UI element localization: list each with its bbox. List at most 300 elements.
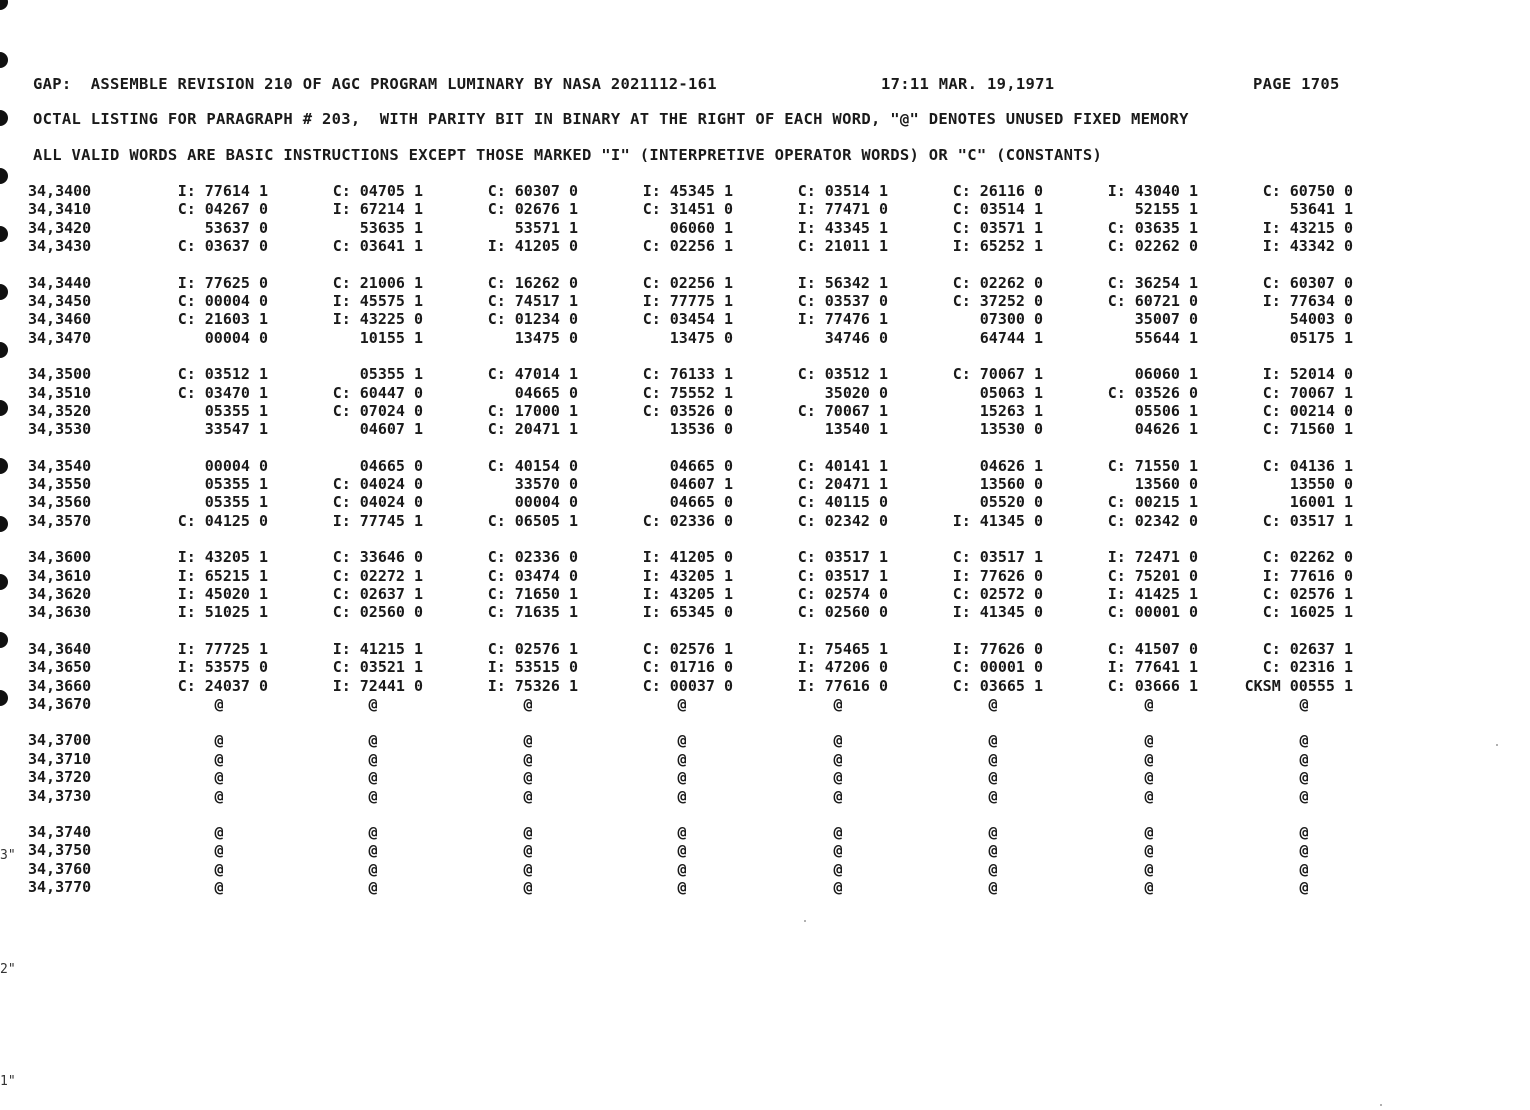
octal-word: C: 04705 1 <box>332 182 423 200</box>
octal-word: C: 02576 1 <box>487 639 578 658</box>
listing-row <box>0 731 1530 749</box>
unused-word: @ <box>833 731 843 750</box>
octal-word: 53637 0 <box>204 218 268 237</box>
octal-word: C: 03537 0 <box>797 291 888 310</box>
listing-row <box>0 695 1530 713</box>
unused-word: @ <box>677 878 687 897</box>
octal-word: I: 75326 1 <box>487 676 578 695</box>
octal-word: I: 77616 0 <box>797 676 888 695</box>
margin-note: 1" <box>0 1074 16 1089</box>
octal-word: I: 67214 1 <box>332 200 423 219</box>
octal-word: C: 03635 1 <box>1107 218 1198 237</box>
octal-word: C: 31451 0 <box>642 200 733 219</box>
octal-word: I: 77634 0 <box>1262 291 1353 310</box>
unused-word: @ <box>214 749 224 768</box>
header-timestamp: 17:11 MAR. 19,1971 <box>881 75 1055 93</box>
unused-word: @ <box>1299 768 1309 787</box>
listing-row <box>0 219 1530 237</box>
octal-word: 05506 1 <box>1134 401 1198 420</box>
octal-word: I: 72441 0 <box>332 676 423 695</box>
unused-word: @ <box>214 859 224 878</box>
octal-word: 52155 1 <box>1134 200 1198 219</box>
octal-word: C: 02560 0 <box>332 603 423 622</box>
octal-word: C: 00214 0 <box>1262 401 1353 420</box>
octal-word: I: 77626 0 <box>952 566 1043 585</box>
unused-word: @ <box>1144 878 1154 897</box>
octal-word: C: 02576 1 <box>1262 585 1353 604</box>
octal-word: 04665 0 <box>514 383 578 402</box>
octal-word: C: 03512 1 <box>177 365 268 384</box>
octal-word: I: 65215 1 <box>177 566 268 585</box>
octal-word: C: 03517 1 <box>797 566 888 585</box>
address-label: 34,3700 <box>28 731 92 750</box>
listing-row <box>0 274 1530 292</box>
octal-word: I: 75465 1 <box>797 639 888 658</box>
octal-word: C: 60447 0 <box>332 383 423 402</box>
unused-word: @ <box>1144 841 1154 860</box>
unused-word: @ <box>368 859 378 878</box>
listing-row <box>0 457 1530 475</box>
octal-word: C: 70067 1 <box>952 365 1043 384</box>
octal-word: C: 33646 0 <box>332 548 423 567</box>
octal-word: 00004 0 <box>204 456 268 475</box>
octal-word: C: 16262 0 <box>487 273 578 292</box>
octal-word: 35007 0 <box>1134 310 1198 329</box>
octal-word: C: 76133 1 <box>642 365 733 384</box>
octal-word: I: 77471 0 <box>797 200 888 219</box>
octal-word: I: 45345 1 <box>642 182 733 200</box>
listing-row <box>0 310 1530 328</box>
octal-word: C: 02342 0 <box>797 511 888 530</box>
address-label: 34,3720 <box>28 768 92 787</box>
octal-word: I: 65252 1 <box>952 237 1043 256</box>
unused-word: @ <box>214 878 224 897</box>
octal-word: C: 74517 1 <box>487 291 578 310</box>
address-label: 34,3570 <box>28 511 92 530</box>
octal-word: C: 71635 1 <box>487 603 578 622</box>
unused-word: @ <box>368 822 378 841</box>
unused-word: @ <box>677 768 687 787</box>
listing-row <box>0 658 1530 676</box>
octal-word: C: 36254 1 <box>1107 273 1198 292</box>
octal-word: 06060 1 <box>669 218 733 237</box>
scan-speck <box>1496 744 1498 746</box>
address-label: 34,3470 <box>28 328 92 347</box>
unused-word: @ <box>1144 859 1154 878</box>
octal-word: 05355 1 <box>204 475 268 494</box>
octal-word: C: 04024 0 <box>332 493 423 512</box>
octal-word: C: 02560 0 <box>797 603 888 622</box>
unused-word: @ <box>1144 786 1154 805</box>
unused-word: @ <box>1299 859 1309 878</box>
octal-word: C: 03514 1 <box>797 182 888 200</box>
unused-word: @ <box>1299 749 1309 768</box>
address-label: 34,3510 <box>28 383 92 402</box>
octal-word: 06060 1 <box>1134 365 1198 384</box>
octal-word: 04607 1 <box>669 475 733 494</box>
unused-word: @ <box>1299 822 1309 841</box>
unused-word: @ <box>833 822 843 841</box>
octal-word: C: 21603 1 <box>177 310 268 329</box>
listing-row <box>0 200 1530 218</box>
listing-row <box>0 585 1530 603</box>
listing-row <box>0 420 1530 438</box>
octal-word: C: 70067 1 <box>1262 383 1353 402</box>
unused-word: @ <box>988 786 998 805</box>
unused-word: @ <box>677 841 687 860</box>
header-line-3: ALL VALID WORDS ARE BASIC INSTRUCTIONS EXCEPT THOSE MARKED "I" (INTERPRETIVE OPERATOR WORDS) OR "C" (CONSTANTS) <box>33 146 1103 164</box>
octal-word: C: 40115 0 <box>797 493 888 512</box>
octal-word: C: 02637 1 <box>1262 639 1353 658</box>
octal-word: 35020 0 <box>824 383 888 402</box>
octal-word: C: 20471 1 <box>797 475 888 494</box>
listing-row <box>0 860 1530 878</box>
listing-row <box>0 182 1530 200</box>
octal-word: 04665 0 <box>359 456 423 475</box>
address-label: 34,3530 <box>28 420 92 439</box>
address-label: 34,3550 <box>28 475 92 494</box>
unused-word: @ <box>523 841 533 860</box>
unused-word: @ <box>677 694 687 713</box>
unused-word: @ <box>1144 694 1154 713</box>
octal-word: I: 77625 0 <box>177 273 268 292</box>
octal-word: C: 01716 0 <box>642 658 733 677</box>
header-line-2: OCTAL LISTING FOR PARAGRAPH # 203, WITH PARITY BIT IN BINARY AT THE RIGHT OF EACH WORD, "@" DENOTES UNUSED FIXED MEMORY <box>33 110 1189 128</box>
unused-word: @ <box>523 694 533 713</box>
unused-word: @ <box>677 731 687 750</box>
octal-word: 10155 1 <box>359 328 423 347</box>
unused-word: @ <box>1299 841 1309 860</box>
octal-word: C: 04267 0 <box>177 200 268 219</box>
octal-word: I: 53515 0 <box>487 658 578 677</box>
octal-word: C: 02272 1 <box>332 566 423 585</box>
octal-word: 15263 1 <box>979 401 1043 420</box>
octal-word: 13560 0 <box>979 475 1043 494</box>
unused-word: @ <box>214 768 224 787</box>
octal-word: 13475 0 <box>669 328 733 347</box>
scan-speck <box>804 920 806 922</box>
octal-word: C: 60307 0 <box>487 182 578 200</box>
octal-word: I: 43342 0 <box>1262 237 1353 256</box>
scan-speck <box>1380 1104 1382 1106</box>
octal-word: C: 00001 0 <box>1107 603 1198 622</box>
octal-word: 53641 1 <box>1289 200 1353 219</box>
address-label: 34,3460 <box>28 310 92 329</box>
octal-word: C: 00215 1 <box>1107 493 1198 512</box>
unused-word: @ <box>523 786 533 805</box>
octal-word: C: 03474 0 <box>487 566 578 585</box>
octal-word: I: 51025 1 <box>177 603 268 622</box>
octal-word: 00004 0 <box>514 493 578 512</box>
margin-note: 2" <box>0 962 16 977</box>
feed-hole <box>0 110 8 126</box>
octal-word: I: 47206 0 <box>797 658 888 677</box>
listing-row <box>0 402 1530 420</box>
octal-word: 05355 1 <box>359 365 423 384</box>
address-label: 34,3450 <box>28 291 92 310</box>
octal-word: 33570 0 <box>514 475 578 494</box>
unused-word: @ <box>833 768 843 787</box>
octal-word: C: 02262 0 <box>1262 548 1353 567</box>
unused-word: @ <box>368 768 378 787</box>
octal-word: C: 02336 0 <box>642 511 733 530</box>
octal-word: C: 04024 0 <box>332 475 423 494</box>
unused-word: @ <box>677 749 687 768</box>
unused-word: @ <box>833 859 843 878</box>
unused-word: @ <box>368 694 378 713</box>
octal-word: C: 60721 0 <box>1107 291 1198 310</box>
octal-word: C: 02676 1 <box>487 200 578 219</box>
unused-word: @ <box>988 694 998 713</box>
octal-word: 16001 1 <box>1289 493 1353 512</box>
address-label: 34,3540 <box>28 456 92 475</box>
octal-word: 13550 0 <box>1289 475 1353 494</box>
unused-word: @ <box>368 749 378 768</box>
unused-word: @ <box>833 694 843 713</box>
address-label: 34,3730 <box>28 786 92 805</box>
octal-word: C: 20471 1 <box>487 420 578 439</box>
listing-row <box>0 787 1530 805</box>
octal-word: I: 41205 0 <box>487 237 578 256</box>
octal-word: I: 77641 1 <box>1107 658 1198 677</box>
address-label: 34,3640 <box>28 639 92 658</box>
unused-word: @ <box>677 786 687 805</box>
octal-word: 04607 1 <box>359 420 423 439</box>
address-label: 34,3710 <box>28 749 92 768</box>
octal-word: I: 43040 1 <box>1107 182 1198 200</box>
listing-row <box>0 567 1530 585</box>
octal-word: 55644 1 <box>1134 328 1198 347</box>
octal-word: C: 47014 1 <box>487 365 578 384</box>
octal-word: C: 03454 1 <box>642 310 733 329</box>
octal-word: I: 77476 1 <box>797 310 888 329</box>
octal-word: C: 04136 1 <box>1262 456 1353 475</box>
listing-row <box>0 878 1530 896</box>
octal-word: 04626 1 <box>979 456 1043 475</box>
unused-word: @ <box>368 786 378 805</box>
octal-word: I: 43345 1 <box>797 218 888 237</box>
octal-word: I: 43225 0 <box>332 310 423 329</box>
octal-word: I: 65345 0 <box>642 603 733 622</box>
octal-word: C: 41507 0 <box>1107 639 1198 658</box>
listing-row <box>0 841 1530 859</box>
octal-word: C: 02576 1 <box>642 639 733 658</box>
octal-word: 07300 0 <box>979 310 1043 329</box>
address-label: 34,3420 <box>28 218 92 237</box>
octal-word: I: 77626 0 <box>952 639 1043 658</box>
octal-word: C: 03665 1 <box>952 676 1043 695</box>
octal-word: 53635 1 <box>359 218 423 237</box>
listing-row <box>0 640 1530 658</box>
octal-word: I: 77745 1 <box>332 511 423 530</box>
octal-word: C: 03641 1 <box>332 237 423 256</box>
unused-word: @ <box>1299 731 1309 750</box>
listing-row <box>0 365 1530 383</box>
unused-word: @ <box>833 841 843 860</box>
octal-word: 13475 0 <box>514 328 578 347</box>
octal-word: C: 26116 0 <box>952 182 1043 200</box>
address-label: 34,3650 <box>28 658 92 677</box>
octal-word: C: 03517 1 <box>952 548 1043 567</box>
address-label: 34,3620 <box>28 585 92 604</box>
address-label: 34,3630 <box>28 603 92 622</box>
octal-word: I: 52014 0 <box>1262 365 1353 384</box>
listing-row <box>0 768 1530 786</box>
octal-word: C: 02637 1 <box>332 585 423 604</box>
octal-word: C: 03470 1 <box>177 383 268 402</box>
octal-word: I: 77614 1 <box>177 182 268 200</box>
octal-word: 05063 1 <box>979 383 1043 402</box>
octal-word: C: 02256 1 <box>642 237 733 256</box>
listing-row <box>0 475 1530 493</box>
listing-row <box>0 384 1530 402</box>
unused-word: @ <box>988 768 998 787</box>
unused-word: @ <box>988 841 998 860</box>
address-label: 34,3740 <box>28 822 92 841</box>
octal-word: 33547 1 <box>204 420 268 439</box>
octal-word: C: 04125 0 <box>177 511 268 530</box>
octal-word: CKSM 00555 1 <box>1244 676 1353 695</box>
octal-word: C: 02262 0 <box>952 273 1043 292</box>
unused-word: @ <box>988 878 998 897</box>
octal-word: I: 56342 1 <box>797 273 888 292</box>
unused-word: @ <box>988 731 998 750</box>
unused-word: @ <box>1299 786 1309 805</box>
listing-row <box>0 493 1530 511</box>
unused-word: @ <box>368 841 378 860</box>
unused-word: @ <box>677 822 687 841</box>
listing-row <box>0 677 1530 695</box>
unused-word: @ <box>523 822 533 841</box>
octal-word: 04665 0 <box>669 493 733 512</box>
unused-word: @ <box>1144 822 1154 841</box>
address-label: 34,3610 <box>28 566 92 585</box>
address-label: 34,3660 <box>28 676 92 695</box>
unused-word: @ <box>1299 694 1309 713</box>
listing-row <box>0 548 1530 566</box>
octal-word: C: 02336 0 <box>487 548 578 567</box>
unused-word: @ <box>1299 878 1309 897</box>
octal-word: C: 02256 1 <box>642 273 733 292</box>
unused-word: @ <box>214 841 224 860</box>
octal-word: 05355 1 <box>204 493 268 512</box>
unused-word: @ <box>1144 768 1154 787</box>
address-label: 34,3440 <box>28 273 92 292</box>
listing-row <box>0 603 1530 621</box>
address-label: 34,3410 <box>28 200 92 219</box>
octal-word: C: 71550 1 <box>1107 456 1198 475</box>
unused-word: @ <box>988 749 998 768</box>
octal-word: 00004 0 <box>204 328 268 347</box>
address-label: 34,3750 <box>28 841 92 860</box>
octal-word: C: 02316 1 <box>1262 658 1353 677</box>
octal-word: C: 02572 0 <box>952 585 1043 604</box>
octal-word: C: 24037 0 <box>177 676 268 695</box>
octal-word: C: 03517 1 <box>797 548 888 567</box>
octal-word: C: 03512 1 <box>797 365 888 384</box>
octal-word: C: 40141 1 <box>797 456 888 475</box>
octal-word: I: 41205 0 <box>642 548 733 567</box>
octal-word: 13536 0 <box>669 420 733 439</box>
address-label: 34,3560 <box>28 493 92 512</box>
octal-word: I: 41425 1 <box>1107 585 1198 604</box>
address-label: 34,3400 <box>28 182 92 200</box>
unused-word: @ <box>368 878 378 897</box>
octal-word: 13530 0 <box>979 420 1043 439</box>
octal-word: C: 00004 0 <box>177 291 268 310</box>
listing-row <box>0 329 1530 347</box>
octal-word: C: 00037 0 <box>642 676 733 695</box>
octal-word: C: 21011 1 <box>797 237 888 256</box>
octal-word: 13540 1 <box>824 420 888 439</box>
unused-word: @ <box>214 786 224 805</box>
address-label: 34,3500 <box>28 365 92 384</box>
octal-word: C: 02342 0 <box>1107 511 1198 530</box>
octal-word: C: 03637 0 <box>177 237 268 256</box>
listing-row <box>0 237 1530 255</box>
unused-word: @ <box>214 822 224 841</box>
octal-word: I: 41215 1 <box>332 639 423 658</box>
octal-word: I: 53575 0 <box>177 658 268 677</box>
unused-word: @ <box>988 859 998 878</box>
octal-word: C: 03514 1 <box>952 200 1043 219</box>
octal-word: C: 37252 0 <box>952 291 1043 310</box>
octal-word: C: 03526 0 <box>642 401 733 420</box>
listing-row <box>0 512 1530 530</box>
address-label: 34,3760 <box>28 859 92 878</box>
octal-word: I: 72471 0 <box>1107 548 1198 567</box>
unused-word: @ <box>368 731 378 750</box>
unused-word: @ <box>523 749 533 768</box>
octal-word: 64744 1 <box>979 328 1043 347</box>
octal-word: I: 77616 0 <box>1262 566 1353 585</box>
unused-word: @ <box>833 786 843 805</box>
octal-word: 05175 1 <box>1289 328 1353 347</box>
margin-note: 3" <box>0 848 16 863</box>
listing-row <box>0 823 1530 841</box>
octal-word: 05520 0 <box>979 493 1043 512</box>
octal-word: I: 43215 0 <box>1262 218 1353 237</box>
unused-word: @ <box>833 878 843 897</box>
octal-word: C: 03526 0 <box>1107 383 1198 402</box>
octal-word: C: 71650 1 <box>487 585 578 604</box>
octal-word: I: 77775 1 <box>642 291 733 310</box>
octal-word: 05355 1 <box>204 401 268 420</box>
octal-listing <box>0 182 1530 897</box>
listing-row <box>0 292 1530 310</box>
octal-word: C: 02574 0 <box>797 585 888 604</box>
octal-word: I: 41345 0 <box>952 511 1043 530</box>
unused-word: @ <box>677 859 687 878</box>
octal-word: C: 17000 1 <box>487 401 578 420</box>
octal-word: C: 60307 0 <box>1262 273 1353 292</box>
octal-word: C: 03517 1 <box>1262 511 1353 530</box>
unused-word: @ <box>523 731 533 750</box>
octal-word: C: 60750 0 <box>1262 182 1353 200</box>
unused-word: @ <box>523 768 533 787</box>
unused-word: @ <box>1144 731 1154 750</box>
octal-word: I: 43205 1 <box>642 585 733 604</box>
unused-word: @ <box>1144 749 1154 768</box>
address-label: 34,3670 <box>28 694 92 713</box>
octal-word: C: 06505 1 <box>487 511 578 530</box>
unused-word: @ <box>523 859 533 878</box>
octal-word: C: 16025 1 <box>1262 603 1353 622</box>
octal-word: 54003 0 <box>1289 310 1353 329</box>
address-label: 34,3770 <box>28 878 92 897</box>
octal-word: I: 77725 1 <box>177 639 268 658</box>
header-page-number: PAGE 1705 <box>1253 75 1340 93</box>
